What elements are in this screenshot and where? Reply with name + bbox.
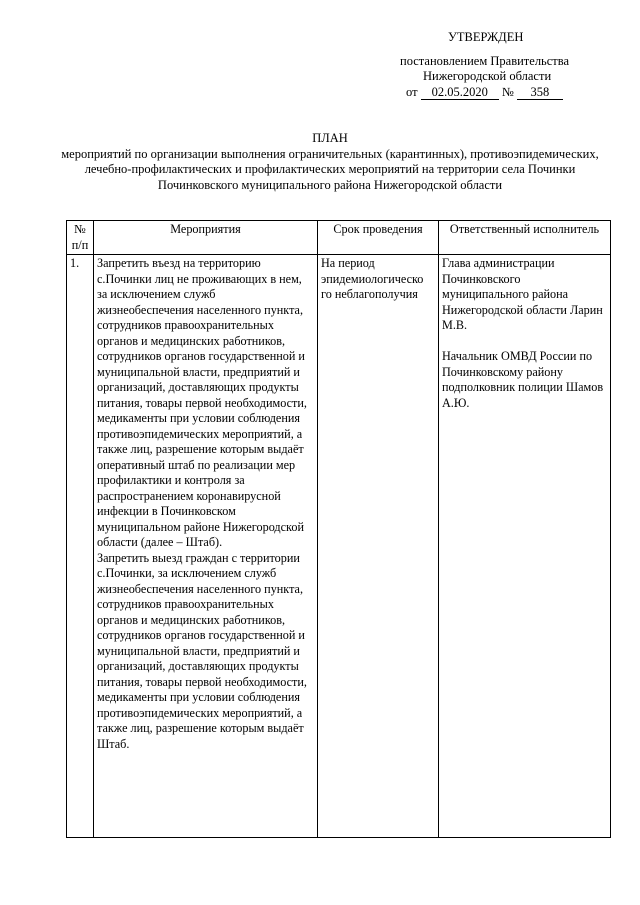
header-number: № п/п <box>67 221 94 255</box>
table-row <box>67 255 611 838</box>
plan-title: ПЛАН <box>312 131 348 145</box>
approval-line-2: Нижегородской области <box>423 69 552 83</box>
approval-from-label: от <box>406 85 418 99</box>
row-term: На период эпидемиологическо го неблагополучия <box>318 255 439 838</box>
approval-line-1: постановлением Правительства <box>400 54 570 68</box>
row-responsible: Глава администрации Починковского муниципального района Нижегородской области Ларин М.В. Начальник ОМВД России по Починковскому району подполковник полиции Шамов А.Ю. <box>439 255 611 838</box>
approval-number-label: № <box>501 85 514 99</box>
header-action: Мероприятия <box>94 221 318 255</box>
plan-subtitle: мероприятий по организации выполнения ограничительных (карантинных), противоэпидемических, лечебно-профилактических и профилактических мероприятий на территории села Починки Починковского муниципального района Нижегородской области <box>61 146 599 192</box>
approval-date: 02.05.2020 <box>421 86 499 100</box>
header-term: Срок проведения <box>318 221 439 255</box>
plan-heading <box>60 131 600 193</box>
row-action: Запретить въезд на территорию с.Починки лиц не проживающих в нем, за исключением служб жизнеобеспечения населенного пункта, сотрудников правоохранительных органов и медицинских работников, сотрудников органов государственной и муниципальной власти, предприятий и организаций, доставляющих продукты питания, товары первой необходимости, медикаменты при условии соблюдения противоэпидемических мероприятий, а также лиц, разрешение которым выдаёт оперативный штаб по реализации мер профилактики и контроля за распространением коронавирусной инфекции в Починковском муниципальном районе Нижегородской области (далее – Штаб). Запретить выезд граждан с территории с.Починки, за исключением служб жизнеобеспечения населенного пункта, сотрудников правоохранительных органов и медицинских работников, сотрудников органов государственной и муниципальной власти, предприятий и организаций, доставляющих продукты питания, товары первой необходимости, медикаменты при условии соблюдения противоэпидемических мероприятий, а также лиц, разрешение которым выдаёт Штаб. <box>94 255 318 838</box>
header-responsible: Ответственный исполнитель <box>439 221 611 255</box>
table-header-row <box>67 221 611 255</box>
approval-date-line <box>406 85 563 100</box>
row-number: 1. <box>67 255 94 838</box>
approval-title: УТВЕРЖДЕН <box>448 30 524 44</box>
plan-table <box>66 220 611 838</box>
approval-number: 358 <box>517 86 563 100</box>
